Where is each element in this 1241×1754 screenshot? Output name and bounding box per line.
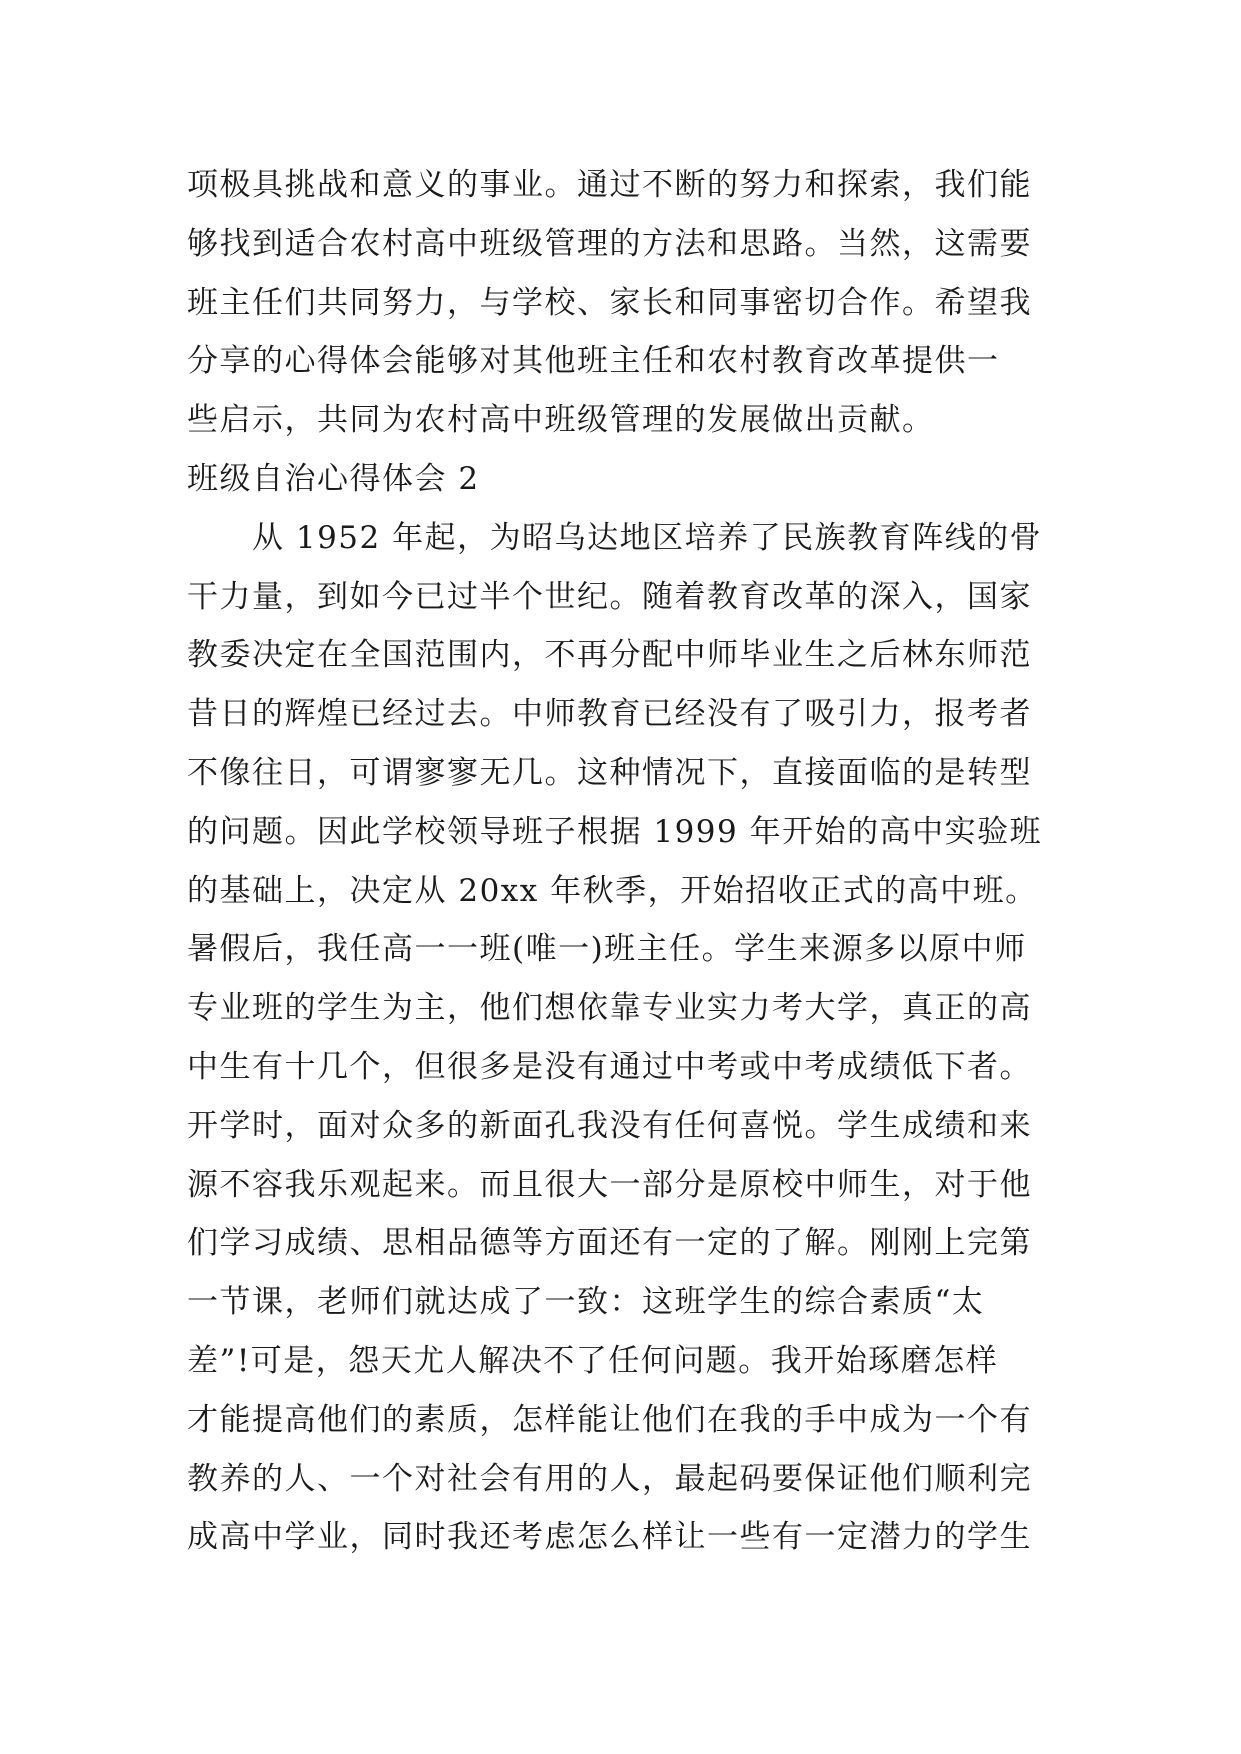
paragraph-line: 才能提高他们的素质，怎样能让他们在我的手中成为一个有 <box>187 1401 1032 1438</box>
paragraph-line: 差”!可是，怨天尤人解决不了任何问题。我开始琢磨怎样 <box>187 1342 999 1379</box>
document-body <box>187 156 1067 1567</box>
paragraph-line: 中生有十几个，但很多是没有通过中考或中考成绩低下者。 <box>187 1048 1032 1085</box>
paragraph-line: 昔日的辉煌已经过去。中师教育已经没有了吸引力，报考者 <box>187 696 1032 733</box>
paragraph-line: 教养的人、一个对社会有用的人，最起码要保证他们顺利完 <box>187 1460 1032 1497</box>
paragraph-line: 们学习成绩、思相品德等方面还有一定的了解。刚刚上完第 <box>187 1225 1032 1262</box>
paragraph-line: 分享的心得体会能够对其他班主任和农村教育改革提供一 <box>187 343 1000 380</box>
paragraph-line: 暑假后，我任高一一班(唯一)班主任。学生来源多以原中师 <box>187 931 1027 968</box>
paragraph-line: 从 1952 年起，为昭乌达地区培养了民族教育阵线的骨 <box>252 519 1043 556</box>
paragraph-line: 的基础上，决定从 20xx 年秋季，开始招收正式的高中班。 <box>187 872 1038 909</box>
paragraph-line: 干力量，到如今已过半个世纪。随着教育改革的深入，国家 <box>187 578 1032 615</box>
paragraph-line: 一节课，老师们就达成了一致：这班学生的综合素质“太 <box>187 1284 985 1321</box>
paragraph-line: 够找到适合农村高中班级管理的方法和思路。当然，这需要 <box>187 225 1032 262</box>
section-heading: 班级自治心得体会 2 <box>187 460 480 497</box>
paragraph-line: 不像往日，可谓寥寥无几。这种情况下，直接面临的是转型 <box>187 754 1032 791</box>
paragraph-line: 源不容我乐观起来。而且很大一部分是原校中师生，对于他 <box>187 1166 1032 1203</box>
paragraph-line: 些启示，共同为农村高中班级管理的发展做出贡献。 <box>187 402 935 439</box>
paragraph-line: 的问题。因此学校领导班子根据 1999 年开始的高中实验班 <box>187 813 1043 850</box>
paragraph-line: 开学时，面对众多的新面孔我没有任何喜悦。学生成绩和来 <box>187 1107 1032 1144</box>
paragraph-line: 专业班的学生为主，他们想依靠专业实力考大学，真正的高 <box>187 990 1032 1027</box>
paragraph-line: 班主任们共同努力，与学校、家长和同事密切合作。希望我 <box>187 284 1032 321</box>
paragraph-line: 成高中学业，同时我还考虑怎么样让一些有一定潜力的学生 <box>187 1519 1032 1556</box>
paragraph-line: 项极具挑战和意义的事业。通过不断的努力和探索，我们能 <box>187 167 1032 203</box>
paragraph-line: 教委决定在全国范围内，不再分配中师毕业生之后林东师范 <box>187 637 1032 674</box>
